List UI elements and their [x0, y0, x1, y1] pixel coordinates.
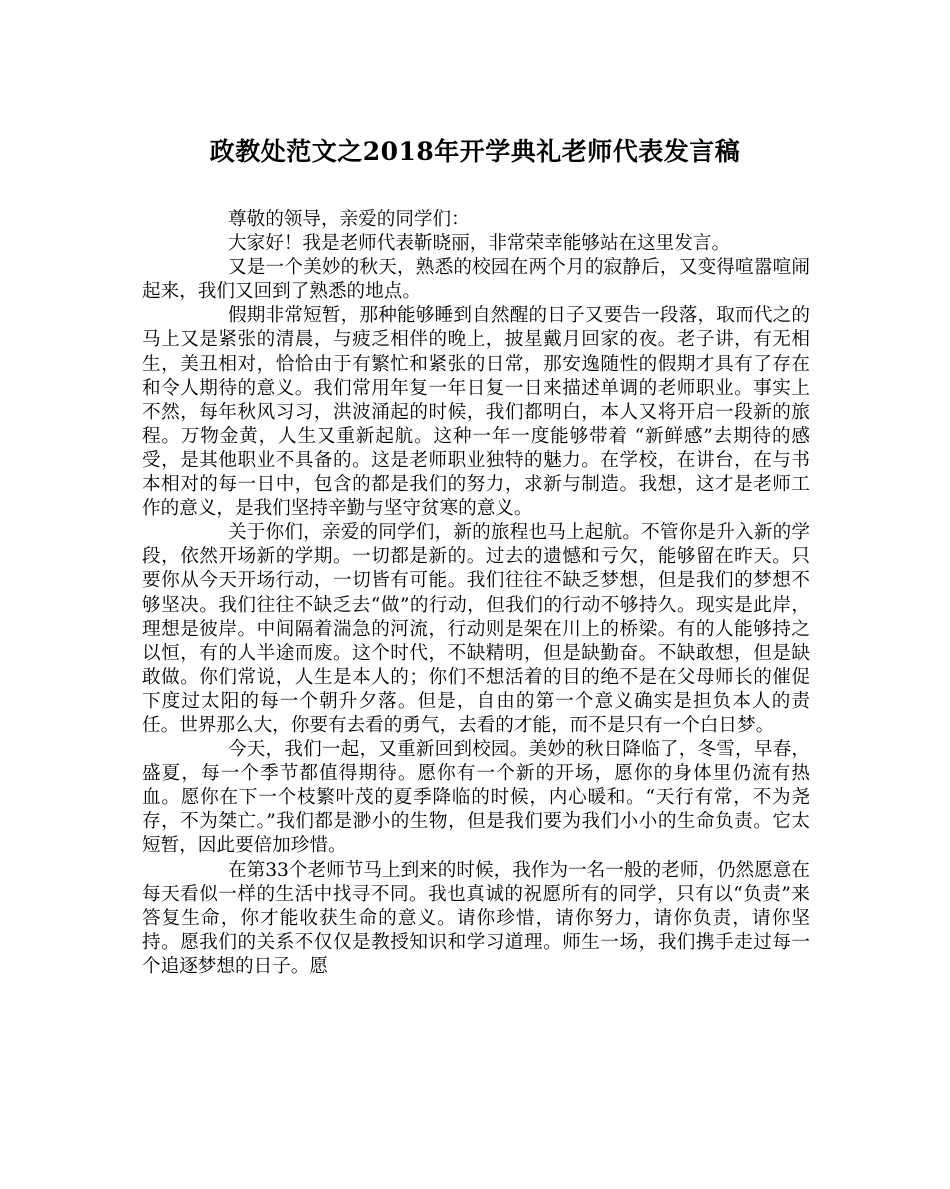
document-title: 政教处范文之2018年开学典礼老师代表发言稿: [209, 137, 741, 166]
salutation-paragraph: 尊敬的领导，亲爱的同学们：: [228, 209, 470, 230]
document-body: [142, 208, 810, 979]
greeting-paragraph: 大家好！我是老师代表靳晓丽，非常荣幸能够站在这里发言。: [228, 233, 731, 255]
teachers-day-paragraph: 在第33个老师节马上到来的时候，我作为一名一般的老师，仍然愿意在每天看似一样的生活中找寻不同。我也真诚的祝愿所有的同学，只有以“负责”来答复生命，你才能收获生命的意义。请你珍惜，请你努力，请你负责，请你坚持。愿我们的关系不仅仅是教授知识和学习道理。师生一场，我们携手走过每一个追逐梦想的日子。愿: [142, 859, 810, 977]
today-paragraph: 今天，我们一起，又重新回到校园。美妙的秋日降临了，冬雪，早春，盛夏，每一个季节都值得期待。愿你有一个新的开场，愿你的身体里仍流有热血。愿你在下一个枝繁叶茂的夏季降临的时候，内心暖和。“天行有常，不为尧存，不为桀亡。”我们都是渺小的生物，但是我们要为我们小小的生命负责。它太短暂，因此要倍加珍惜。: [142, 739, 810, 857]
students-paragraph: 关于你们，亲爱的同学们，新的旅程也马上起航。不管你是升入新的学段，依然开场新的学期。一切都是新的。过去的遗憾和亏欠，能够留在昨天。只要你从今天开场行动，一切皆有可能。我们往往不缺乏梦想，但是我们的梦想不够坚决。我们往往不缺乏去“做”的行动，但我们的行动不够持久。现实是此岸，理想是彼岸。中间隔着湍急的河流，行动则是架在川上的桥梁。有的人能够持之以恒，有的人半途而废。这个时代，不缺精明，但是缺勤奋。不缺敢想，但是缺敢做。你们常说，人生是本人的；你们不想活着的目的绝不是在父母师长的催促下度过太阳的每一个朝升夕落。但是，自由的第一个意义确实是担负本人的责任。世界那么大，你要有去看的勇气，去看的才能，而不是只有一个白日梦。: [142, 522, 810, 736]
autumn-paragraph: 又是一个美妙的秋天，熟悉的校园在两个月的寂静后，又变得喧嚣喧闹起来，我们又回到了熟悉的地点。: [142, 257, 810, 303]
holiday-paragraph: 假期非常短暂，那种能够睡到自然醒的日子又要告一段落，取而代之的马上又是紧张的清晨，与疲乏相伴的晚上，披星戴月回家的夜。老子讲，有无相生，美丑相对，恰恰由于有繁忙和紧张的日常，那安逸随性的假期才具有了存在和令人期待的意义。我们常用年复一年日复一日来描述单调的老师职业。事实上不然，每年秋风习习，洪波涌起的时候，我们都明白，本人又将开启一段新的旅程。万物金黄，人生又重新起航。这种一年一度能够带着 “新鲜感”去期待的感受，是其他职业不具备的。这是老师职业独特的魅力。在学校，在讲台，在与书本相对的每一日中，包含的都是我们的努力，求新与制造。我想，这才是老师工作的意义，是我们坚持辛勤与坚守贫寒的意义。: [142, 305, 810, 520]
